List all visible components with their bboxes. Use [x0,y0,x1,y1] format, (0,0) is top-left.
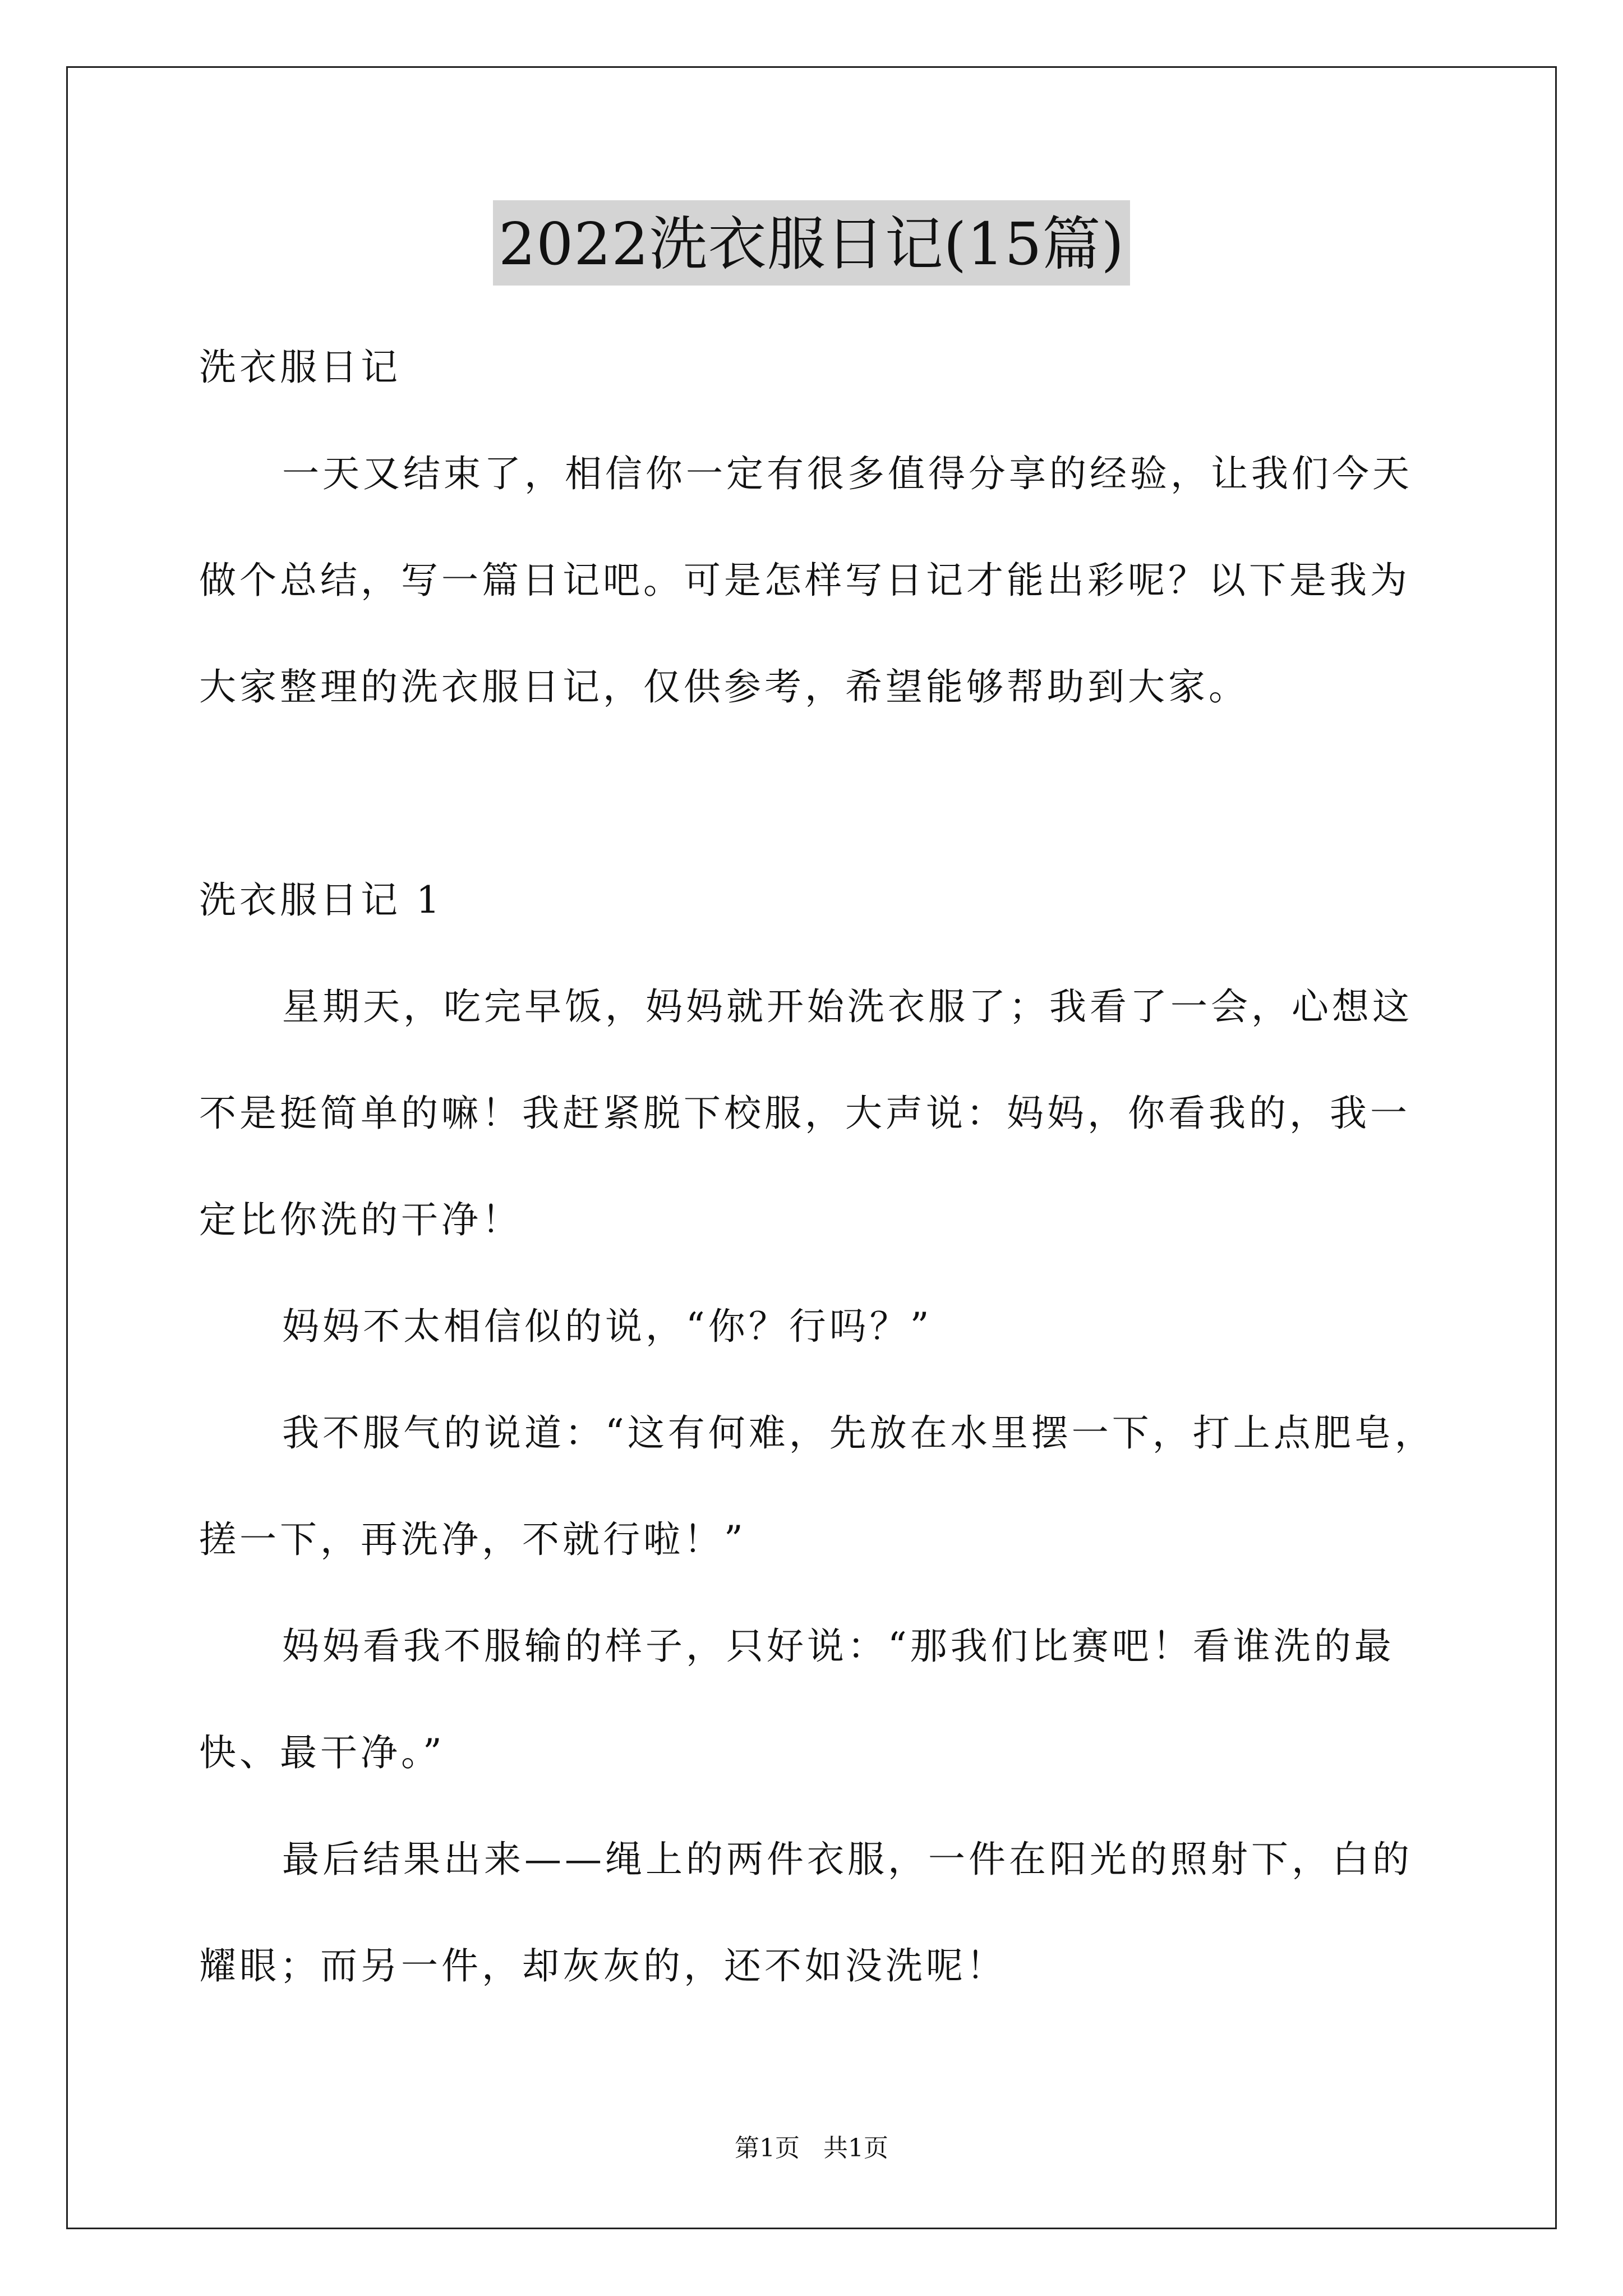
diary-line: 我不服气的说道：“这有何难，先放在水里摆一下，打上点肥皂， [282,1411,1435,1455]
diary-line: 定比你洗的干净！ [199,1198,522,1241]
paragraph-gap [199,740,1438,847]
diary-line: 星期天，吃完早饭，妈妈就开始洗衣服了；我看了一会，心想这 [282,985,1413,1028]
intro-line: 一天又结束了，相信你一定有很多值得分享的经验，让我们今天 [282,452,1413,495]
intro-line: 大家整理的洗衣服日记，仅供参考，希望能够帮助到大家。 [199,665,1249,708]
page-footer [0,2132,1623,2165]
diary-line: 耀眼；而另一件，却灰灰的，还不如没洗呢！ [199,1944,1007,1987]
page-number-current: 第1页 [735,2134,800,2162]
diary-line: 搓一下，再洗净，不就行啦！” [199,1518,746,1561]
diary-line: 快、最干净。” [199,1731,445,1774]
section-heading: 洗衣服日记 [199,346,401,389]
document-title: 2022洗衣服日记(15篇) [493,200,1130,286]
intro-line: 做个总结，写一篇日记吧。可是怎样写日记才能出彩呢？以下是我为 [199,559,1410,602]
diary-line: 妈妈不太相信似的说，“你？行吗？” [282,1305,933,1348]
document-body [199,314,1438,2019]
page-number-total: 共1页 [823,2134,888,2162]
diary-line: 妈妈看我不服输的样子，只好说：“那我们比赛吧！看谁洗的最 [282,1625,1395,1668]
diary-heading: 洗衣服日记 1 [199,878,443,922]
diary-line: 最后结果出来——绳上的两件衣服，一件在阳光的照射下，白的 [282,1838,1413,1881]
diary-line: 不是挺简单的嘛！我赶紧脱下校服，大声说：妈妈，你看我的，我一 [199,1092,1410,1135]
title-container [0,200,1623,286]
